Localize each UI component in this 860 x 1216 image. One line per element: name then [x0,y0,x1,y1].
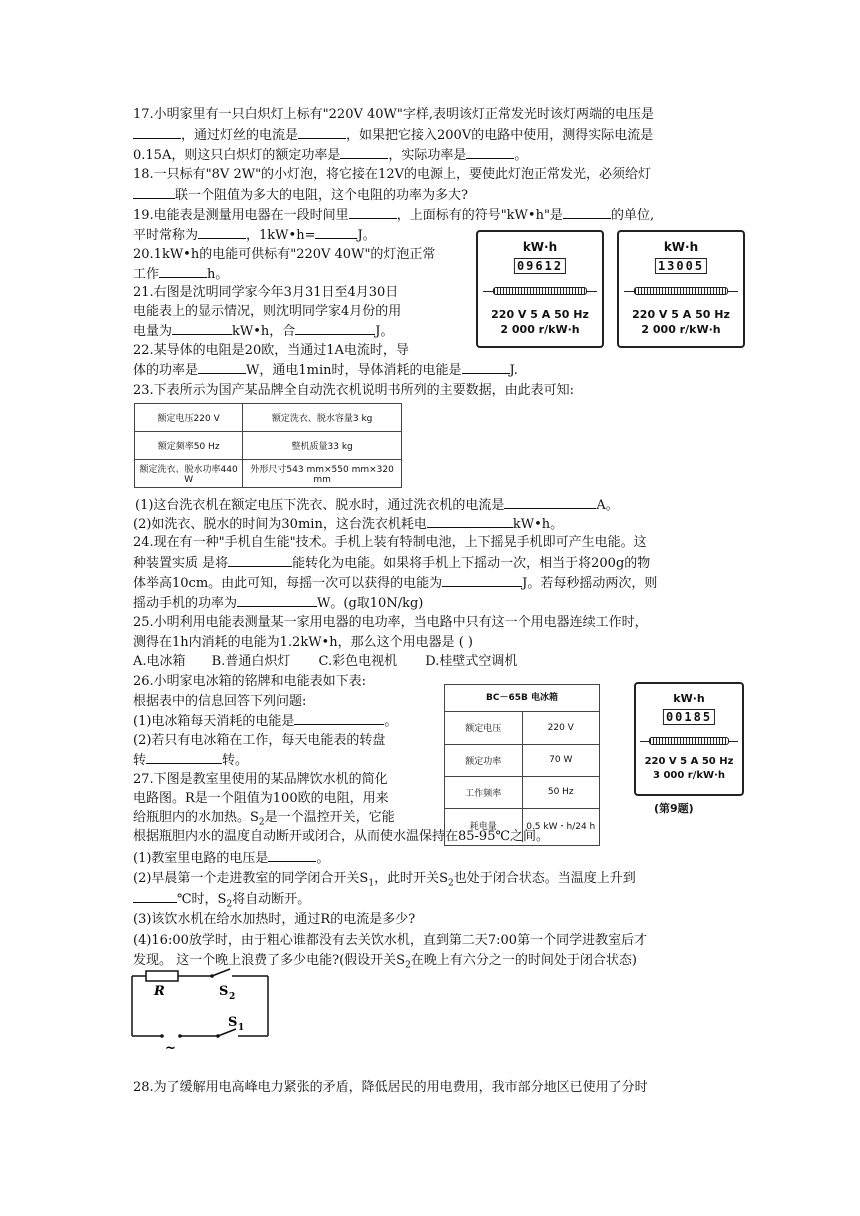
option-d[interactable]: D.桂壁式空调机 [425,654,518,669]
answer-blank[interactable] [198,226,246,239]
q26-line-2: 根据表中的信息回答下列问题: [133,694,307,709]
meter-reading: 00185 [663,709,715,725]
washing-machine-spec-table: 额定电压220 V 额定洗衣、脱水容量3 kg 额定频率50 Hz 整机质量33 kg 额定洗衣、脱水功率440 W 外形尺寸543 mm×550 mm×320 mm [134,403,402,488]
answer-blank[interactable] [563,206,611,219]
answer-blank[interactable] [427,515,513,528]
svg-text:1: 1 [238,1023,245,1033]
q23-sub-2: (2)如洗衣、脱水的时间为30min，这台洗衣机耗电 kW•h。 [133,517,564,532]
q24-line-4: 摇动手机的功率为 W。(g取10N/kg) [133,596,424,611]
meter-disc-icon [493,287,587,295]
answer-blank[interactable] [466,146,514,159]
q25-line-1: 25.小明利用电能表测量某一家用电器的电功率，当电路中只有这一个用电器连续工作时， [133,615,648,630]
answer-blank[interactable] [442,574,522,587]
q17-line-1: 17.小明家里有一只白炽灯上标有"220V 40W"字样,表明该灯正常发光时该灯两端的电压是 [133,107,655,122]
svg-text:S: S [228,1015,238,1030]
q27-sub-2b: ℃时，$S_2$将自动断开。 [133,890,310,914]
q26-sub-2: (2)若只有电冰箱在工作，每天电能表的转盘 [133,733,386,748]
q19-line-1: 19.电能表是测量用电器在一段时间里 ，上面标有的符号"kW•h"是 的单位, [133,208,655,223]
answer-blank[interactable] [237,594,317,607]
answer-blank[interactable] [172,322,232,335]
q24-line-1: 24.现在有一种"手机自生能"技术。手机上装有特制电池，上下摇晃手机即可产生电能。这 [133,535,647,550]
meter-reading: 13005 [655,258,707,274]
fridge-nameplate: BC－65B 电冰箱 额定电压 220 V 额定功率 70 W 工作频率 50 Hz 耗电量 0.5 kW・h/24 h [444,684,600,846]
answer-blank[interactable] [295,322,375,335]
q22-line-1: 22.某导体的电阻是20欧，当通过1A电流时，导 [133,343,409,358]
q23-sub-1: (1)这台洗衣机在额定电压下洗衣、脱水时，通过洗衣机的电流是 A。 [135,498,619,513]
answer-blank[interactable] [315,226,357,239]
electricity-meter-april: kW·h 13005 220 V 5 A 50 Hz 2 000 r/kW·h [617,230,745,348]
answer-blank[interactable] [504,496,596,509]
answer-blank[interactable] [133,186,175,199]
q26-sub-1: (1)电冰箱每天消耗的电能是 。 [133,714,398,729]
q20-line-2: 工作 h。 [133,267,229,282]
answer-blank[interactable] [146,751,222,764]
option-a[interactable]: A.电冰箱 [133,654,186,669]
figure-caption: (第9题) [654,802,694,815]
q17-line-2: ，通过灯丝的电流是 ，如果把它接入200V的电路中使用，测得实际电流是 [133,126,653,144]
answer-blank[interactable] [133,890,177,903]
svg-text:~: ~ [165,1041,176,1056]
q24-line-2: 种装置实质 是将 能转化为电能。如果将手机上下摇动一次，相当于将200g的物 [133,556,651,571]
q27-sub-3: (3)该饮水机在给水加热时，通过R的电流是多少? [133,912,416,927]
q26-line-1: 26.小明家电冰箱的铭牌和电能表如下表: [133,674,367,689]
q27-sub-4: (4)16:00放学时，由于粗心谁都没有去关饮水机，直到第二天7:00第一个同学进教室后才 [133,933,648,948]
q27-line-3: 给瓶胆内的水加热。$S_2$是一个温控开关，它能 [133,810,395,828]
switch-s2-icon [212,969,230,976]
q20-line-1: 20.1kW•h的电能可供标有"220V 40W"的灯泡正常 [133,247,436,262]
q27-line-4: 根据瓶胆内水的温度自动断开或闭合，从而使水温保持在85-95℃之间。 [133,829,550,844]
option-b[interactable]: B.普通白炽灯 [211,654,291,669]
answer-blank[interactable] [198,361,246,374]
q18-line-1: 18.一只标有"8V 2W"的小灯泡，将它接在12V的电源上，要使此灯泡正常发光，必须给灯 [133,167,651,182]
answer-blank[interactable] [228,554,292,567]
q25-options [133,653,517,670]
q19-line-2: 平时常称为 ，1kW•h= J。 [133,228,376,243]
answer-blank[interactable] [349,206,397,219]
q17-line-3: 0.15A，则这只白炽灯的额定功率是 ，实际功率是 。 [133,148,528,163]
water-dispenser-circuit [124,968,274,1056]
q23-line-1: 23.下表所示为国产某品牌全自动洗衣机说明书所列的主要数据，由此表可知: [133,383,575,398]
q25-line-2: 测得在1h内消耗的电能为1.2kW•h，那么这个用电器是 ( ) [133,635,474,650]
q21-line-1: 21.右图是沈明同学家今年3月31日至4月30日 [133,285,399,300]
q27-sub-1: (1)教室里电路的电压是 。 [133,851,330,866]
meter-disc-icon [634,287,728,295]
q27-sub-4b: 发现。 这一个晚上浪费了多少电能?(假设开关$S_2$在晚上有六分之一的时间处于闭合状态) [133,953,637,971]
answer-blank[interactable] [294,712,384,725]
answer-blank[interactable] [462,361,510,374]
answer-blank[interactable] [340,146,388,159]
resistor-icon [146,971,178,981]
q27-sub-2: (2)早晨第一个走进教室的同学闭合开关$S_1$，此时开关$S_2$也处于闭合状态。当温度上升到 [133,871,636,889]
q18-line-2: 联一个阻值为多大的电阻，这个电阻的功率为多大? [133,186,468,204]
meter-disc-icon [649,737,730,745]
q24-line-3: 体举高10cm。由此可知，每摇一次可以获得的电能为 J。若每秒摇动两次，则 [133,576,658,591]
fridge-model: BC－65B 电冰箱 [445,685,599,712]
q21-line-2: 电能表上的显示情况，则沈明同学家4月份的用 [133,304,402,319]
q27-line-1: 27.下图是教室里使用的某品牌饮水机的简化 [133,772,388,787]
answer-blank[interactable] [298,126,346,139]
svg-text:S: S [219,984,229,999]
svg-text:2: 2 [229,992,236,1002]
q27-line-2: 电路图。R是一个阻值为100欧的电阻，用来 [133,791,389,806]
q22-line-2: 体的功率是 W，通电1min时，导体消耗的电能是 J. [133,363,518,378]
answer-blank[interactable] [133,126,181,139]
answer-blank[interactable] [268,849,316,862]
svg-text:R: R [154,984,165,999]
meter-reading: 09612 [514,258,566,274]
option-c[interactable]: C.彩色电视机 [318,654,398,669]
electricity-meter-fridge: kW·h 00185 220 V 5 A 50 Hz 3 000 r/kW·h [634,682,744,796]
switch-s1-icon [218,1029,236,1036]
q28-line-1: 28.为了缓解用电高峰电力紧张的矛盾，降低居民的用电费用，我市部分地区已使用了分时 [133,1080,648,1095]
answer-blank[interactable] [159,265,207,278]
electricity-meter-march: kW·h 09612 220 V 5 A 50 Hz 2 000 r/kW·h [476,230,604,348]
q26-sub-2b: 转 转。 [133,753,249,768]
q21-line-3: 电量为 kW•h，合 J。 [133,324,394,339]
